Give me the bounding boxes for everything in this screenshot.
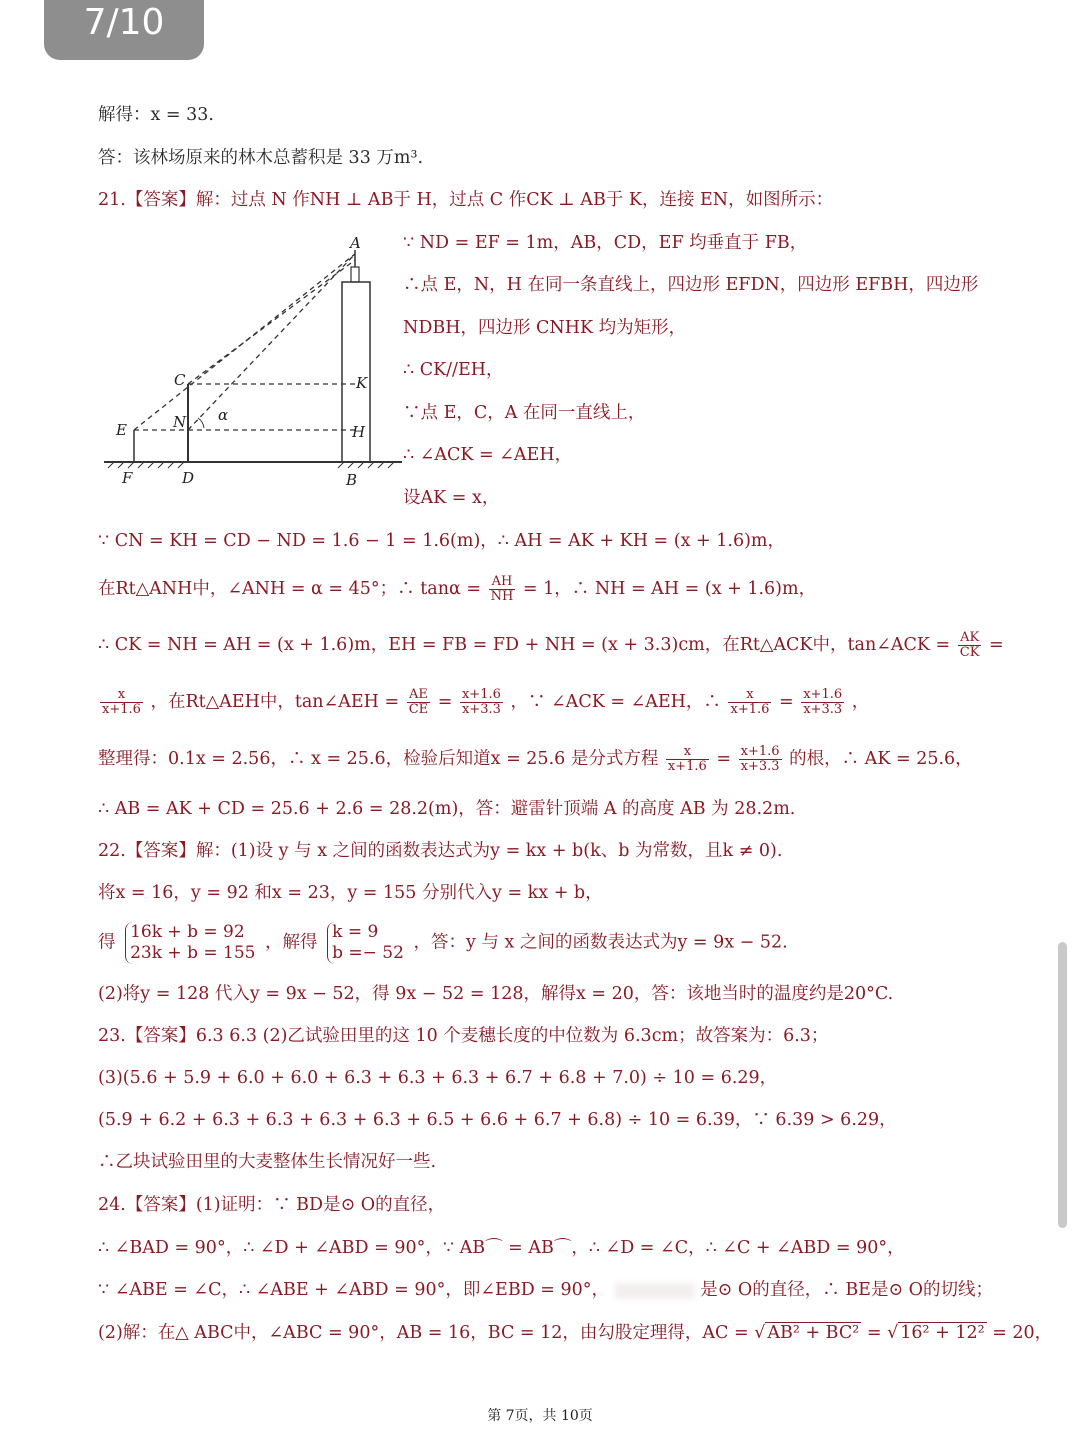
text-line: (2)解：在△ ABC中，∠ABC = 90°，AB = 16，BC = 12，由勾股定理得，AC = √ AB² + BC² = √ 16² + 12² = 20， (98, 1323, 1053, 1343)
text-line: 设AK = x， (403, 488, 500, 508)
equation-system: k = 9 b =− 52 (327, 922, 404, 964)
text-segment: ∴ CK = NH = AH = (x + 1.6)m，EH = FB = FD + NH = (x + 3.3)cm，在Rt△ACK中，tan∠ACK = (98, 635, 951, 655)
fraction: $\frac{x}{x+1.6}$ (730, 687, 770, 717)
text-segment: ，答：y 与 x 之间的函数表达式为y = 9x − 52. (413, 932, 788, 953)
text-segment: = (866, 1323, 882, 1343)
text-segment: = (437, 692, 453, 712)
text-line: ∴点 E，N，H 在同一条直线上，四边形 EFDN，四边形 EFBH，四边形 (403, 275, 979, 295)
text-line: 21.【答案】解：过点 N 作NH ⊥ AB于 H，过点 C 作CK ⊥ AB于 K，连接 EN，如图所示： (98, 190, 834, 210)
text-line: 答：该林场原来的林木总蓄积是 33 万m³. (98, 148, 424, 168)
geometry-figure (100, 232, 405, 494)
fraction: $\frac{x+1.6}{x+3.3}$ (461, 687, 501, 717)
figure-label: N (173, 413, 187, 431)
text-segment: (2)解：在△ ABC中，∠ABC = 90°，AB = 16，BC = 12，由勾股定理得，AC = (98, 1323, 749, 1343)
text-line (98, 575, 816, 604)
text-segment: 的根，∴ AK = 25.6， (789, 749, 973, 769)
text-line: ∴ ∠BAD = 90°，∴ ∠D + ∠ABD = 90°，∵ AB⌒ = AB⌒，∴ ∠D = ∠C，∴ ∠C + ∠ABD = 90°， (98, 1238, 905, 1258)
figure-label: C (174, 371, 186, 389)
text-line: ∴ CK//EH， (403, 360, 504, 380)
text-segment: ，解得 (265, 932, 318, 953)
sqrt-term: 16² + 12² (900, 1323, 985, 1343)
text-segment: ∵ ∠ABE = ∠C，∴ ∠ABE + ∠ABD = 90°，即∠EBD = 90°， (98, 1280, 610, 1300)
page-footer: 第 7页，共 10页 (487, 1408, 593, 1424)
text-line: ∴乙块试验田里的大麦整体生长情况好一些. (98, 1152, 437, 1172)
text-line: (5.9 + 6.2 + 6.3 + 6.3 + 6.3 + 6.3 + 6.5 + 6.6 + 6.7 + 6.8) ÷ 10 = 6.39，∵ 6.39 > 6.29， (98, 1110, 897, 1130)
text-line: NDBH，四边形 CNHK 均为矩形， (403, 318, 687, 338)
sqrt-term: AB² + BC² (767, 1323, 860, 1343)
text-segment: = 1，∴ NH = AH = (x + 1.6)m， (522, 579, 817, 599)
text-line (98, 922, 788, 964)
figure-label: E (116, 421, 127, 439)
text-line (98, 688, 869, 717)
fraction: $\frac{x}{x+1.6}$ (102, 687, 141, 717)
text-line: 24.【答案】(1)证明：∵ BD是⊙ O的直径， (98, 1195, 446, 1215)
text-line: ∴ ∠ACK = ∠AEH， (403, 445, 573, 465)
fraction: $\frac{AE}{CE}$ (408, 687, 429, 717)
text-segment: 在Rt△ANH中，∠ANH = α = 45°；∴ tanα = (98, 579, 482, 599)
text-line: 将x = 16，y = 92 和x = 23，y = 155 分别代入y = kx + b， (98, 883, 603, 903)
fraction: $\frac{x+1.6}{x+3.3}$ (803, 687, 843, 717)
text-segment: ， (851, 692, 870, 712)
text-line: 解得：x = 33. (98, 105, 214, 125)
text-segment: ，在Rt△AEH中，tan∠AEH = (150, 692, 400, 712)
equation-system: 16k + b = 92 23k + b = 155 (125, 922, 255, 964)
text-segment: ，∵ ∠ACK = ∠AEH，∴ (510, 692, 721, 712)
figure-label: B (346, 471, 358, 489)
figure-label: K (356, 374, 368, 392)
text-segment: = (778, 692, 794, 712)
text-line (98, 745, 973, 774)
text-line: (2)将y = 128 代入y = 9x − 52，得 9x − 52 = 128，解得x = 20，答：该地当时的温度约是20°C. (98, 984, 894, 1004)
blurred-region (615, 1283, 695, 1299)
text-line: 22.【答案】解：(1)设 y 与 x 之间的函数表达式为y = kx + b(k、b 为常数，且k ≠ 0). (98, 841, 783, 861)
text-line: ∴ AB = AK + CD = 25.6 + 2.6 = 28.2(m)，答：避雷针顶端 A 的高度 AB 为 28.2m. (98, 799, 796, 819)
text-segment: = 20， (992, 1323, 1053, 1343)
text-segment: 是⊙ O的直径，∴ BE是⊙ O的切线； (700, 1280, 994, 1300)
figure-label: A (350, 234, 361, 252)
fraction: $\frac{AH}{NH}$ (490, 574, 514, 604)
fraction: $\frac{AK}{CK}$ (959, 630, 980, 660)
fraction: $\frac{x}{x+1.6}$ (667, 744, 707, 774)
figure-label: H (352, 423, 366, 441)
fraction: $\frac{x+1.6}{x+3.3}$ (740, 744, 780, 774)
text-segment: 整理得：0.1x = 2.56，∴ x = 25.6，检验后知道x = 25.6 是分式方程 (98, 749, 659, 769)
figure-label: α (218, 406, 229, 424)
text-segment: = (716, 749, 732, 769)
figure-label: F (122, 469, 133, 487)
text-line: ∵点 E，C，A 在同一直线上， (403, 403, 646, 423)
text-segment: = (989, 635, 1004, 655)
text-line (98, 1278, 993, 1302)
text-line: ∵ ND = EF = 1m，AB，CD，EF 均垂直于 FB， (403, 233, 808, 253)
page-indicator-badge: 7/10 (44, 0, 204, 60)
text-line (98, 631, 1004, 660)
figure-label: D (182, 469, 195, 487)
text-line: ∵ CN = KH = CD − ND = 1.6 − 1 = 1.6(m)，∴ AH = AK + KH = (x + 1.6)m， (98, 531, 786, 551)
text-line: (3)(5.6 + 5.9 + 6.0 + 6.0 + 6.3 + 6.3 + 6.3 + 6.7 + 6.8 + 7.0) ÷ 10 = 6.29， (98, 1068, 778, 1088)
text-line: 23.【答案】6.3 6.3 (2)乙试验田里的这 10 个麦穗长度的中位数为 6.3cm；故答案为：6.3； (98, 1026, 829, 1046)
text-segment: 得 (98, 932, 116, 953)
scrollbar[interactable] (1058, 942, 1067, 1228)
